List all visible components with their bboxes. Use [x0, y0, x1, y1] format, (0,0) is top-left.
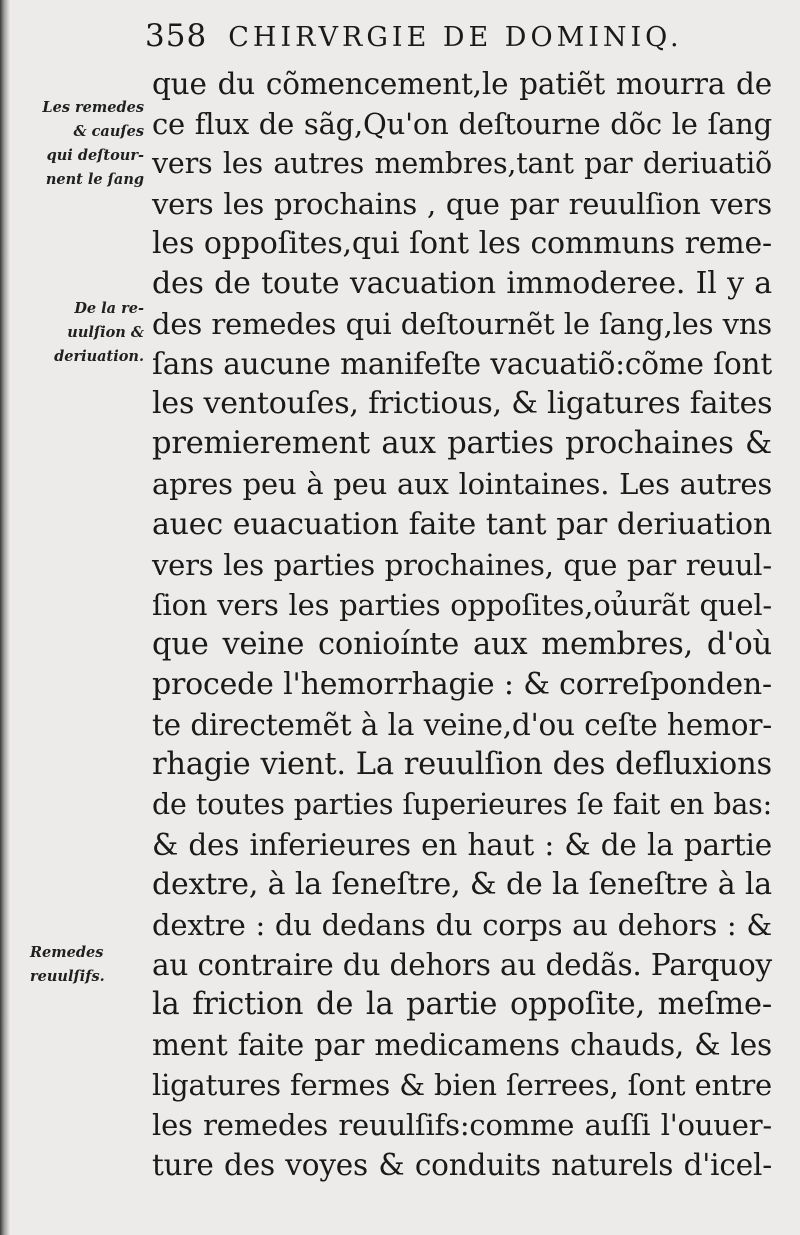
body-line: les remedes reuulſifs:comme auſſi l'ouuer-: [152, 1108, 772, 1143]
body-line: la friction de la partie oppoſite, meſme-: [152, 987, 772, 1023]
body-line: de toutes parties ſuperieures ſe fait en bas:: [152, 787, 772, 821]
body-line: apres peu à peu aux lointaines. Les autres: [152, 467, 772, 502]
marginal-note-line: & cauſes: [73, 123, 144, 140]
body-line: ce flux de sãg,Qu'on deſtourne dõc le ſang: [152, 107, 772, 142]
body-line: premierement aux parties prochaines &: [152, 426, 772, 462]
body-line: que du cõmencement,le patiẽt mourra de: [152, 67, 772, 101]
marginal-note-line: De la re-: [74, 300, 144, 317]
marginal-note-line: Les remedes: [42, 99, 144, 116]
body-line: les oppoſites,qui ſont les communs reme-: [152, 226, 772, 262]
body-line: vers les autres membres,tant par deriuatiõ: [152, 147, 772, 181]
page-number: 358: [145, 18, 208, 54]
running-title: CHIRVRGIE DE DOMINIQ.: [228, 22, 683, 53]
body-line: ſion vers les parties oppoſites,oủurãt quel-: [152, 587, 772, 622]
marginal-note-line: Remedes: [30, 944, 104, 961]
body-line: que veine conioínte aux membres, d'où: [152, 626, 772, 662]
marginal-note-line: nent le ſang: [45, 171, 144, 188]
body-line: & des inferieures en haut : & de la partie: [152, 827, 772, 862]
marginal-note-reuulsion-deriuation: [14, 297, 144, 369]
body-line: ture des voyes & conduits naturels d'icel-: [152, 1148, 772, 1183]
body-line: des remedes qui deſtournẽt le ſang,les vns: [152, 307, 772, 342]
marginal-note-line: deriuation.: [54, 348, 144, 365]
body-line: ſans aucune manifeſte vacuatiõ:cõme ſont: [152, 347, 772, 382]
body-line: te directemẽt à la veine,d'ou ceſte hemor-: [152, 707, 772, 742]
body-line: dextre, à la ſeneſtre, & de la ſeneſtre à la: [152, 866, 772, 902]
body-line: les ventouſes, frictious, & ligatures faites: [152, 386, 773, 422]
body-line: vers les prochains , que par reuulſion vers: [152, 187, 772, 222]
body-line: dextre : du dedans du corps au dehors : &: [152, 907, 772, 942]
body-line: rhagie vient. La reuulſion des defluxions: [152, 746, 772, 782]
body-line: auec euacuation faite tant par deriuation: [152, 506, 772, 542]
marginal-note-line: reuulſifs.: [30, 968, 105, 985]
marginal-note-line: uulſion &: [67, 324, 144, 341]
marginal-note-remedes-reuulsifs: [30, 941, 140, 989]
page-header: [145, 18, 785, 62]
body-line: ligatures fermes & bien ſerrees, ſont entre: [152, 1068, 772, 1103]
body-line: procede l'hemorrhagie : & correſponden-: [152, 666, 772, 702]
body-text: [152, 64, 772, 1185]
body-line: vers les parties prochaines, que par reuul-: [152, 547, 772, 582]
body-line: des de toute vacuation immoderee. Il y a: [152, 266, 772, 302]
page-gutter-shadow: [0, 0, 10, 1235]
body-line: ment faite par medicamens chauds, & les: [152, 1028, 772, 1063]
marginal-note-line: qui deſtour-: [46, 147, 144, 164]
body-line: au contraire du dehors au dedãs. Parquoy: [152, 948, 772, 983]
marginal-note-remedes-causes: [14, 96, 144, 192]
